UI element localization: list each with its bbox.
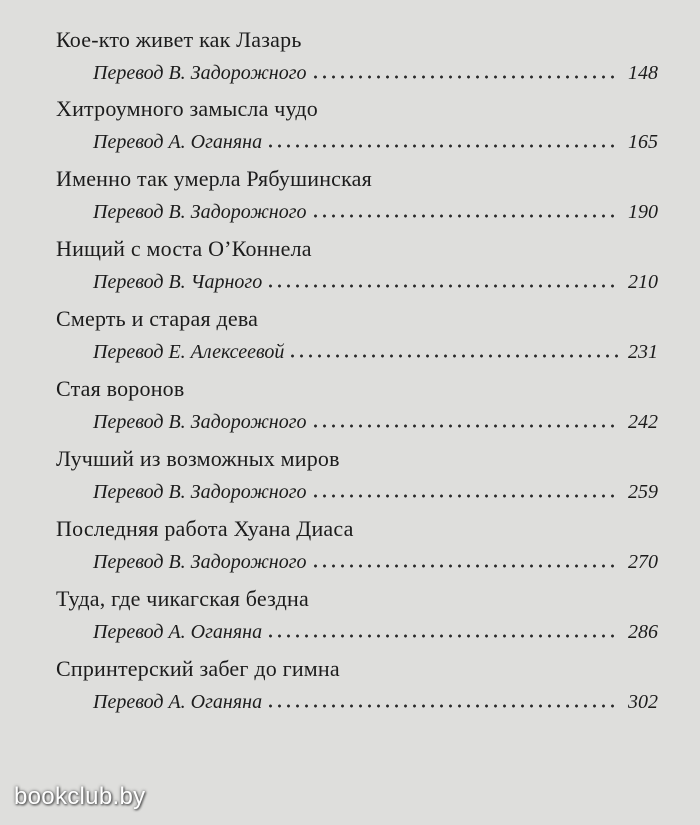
dot-leader (311, 423, 620, 429)
toc-entry (0, 26, 700, 96)
entry-details (93, 268, 658, 296)
dot-leader (311, 74, 620, 80)
entry-translator: Перевод А. Оганяна (93, 691, 263, 713)
entry-page-number: 259 (628, 481, 658, 503)
toc-entry (0, 655, 700, 725)
entry-title: Именно так умерла Рябушинская (56, 166, 372, 191)
entry-translator: Перевод В. Задорожного (93, 481, 307, 503)
entry-title: Последняя работа Хуана Диаса (56, 516, 354, 541)
entry-title: Стая воронов (56, 376, 185, 401)
entry-page-number: 165 (628, 131, 658, 153)
entry-details (93, 688, 658, 716)
entry-translator: Перевод А. Оганяна (93, 131, 263, 153)
dot-leader (266, 703, 620, 709)
entry-page-number: 190 (628, 201, 658, 223)
dot-leader (266, 143, 620, 149)
toc-entry (0, 585, 700, 655)
entry-page-number: 302 (628, 691, 658, 713)
entry-title: Хитроумного замысла чудо (56, 96, 318, 121)
entry-page-number: 242 (628, 411, 658, 433)
entry-page-number: 270 (628, 551, 658, 573)
toc-entry (0, 445, 700, 515)
toc-entry (0, 235, 700, 305)
watermark: bookclub.by (14, 783, 146, 810)
toc-entry (0, 375, 700, 445)
entry-details (93, 548, 658, 576)
toc-entry (0, 95, 700, 165)
entry-page-number: 286 (628, 621, 658, 643)
entry-title: Туда, где чикагская бездна (56, 586, 309, 611)
entry-page-number: 210 (628, 271, 658, 293)
dot-leader (266, 283, 620, 289)
entry-page-number: 148 (628, 62, 658, 84)
toc-entry (0, 165, 700, 235)
toc-entry (0, 305, 700, 375)
entry-translator: Перевод В. Чарного (93, 271, 263, 293)
entry-translator: Перевод В. Задорожного (93, 551, 307, 573)
entry-details (93, 478, 658, 506)
dot-leader (311, 563, 620, 569)
entry-title: Нищий с моста О’Коннела (56, 236, 312, 261)
entry-translator: Перевод А. Оганяна (93, 621, 263, 643)
dot-leader (311, 213, 620, 219)
dot-leader (266, 633, 620, 639)
entry-title: Лучший из возможных миров (56, 446, 340, 471)
entry-details (93, 338, 658, 366)
entry-details (93, 408, 658, 436)
entry-page-number: 231 (628, 341, 658, 363)
toc-entry (0, 515, 700, 585)
dot-leader (288, 353, 620, 359)
entry-translator: Перевод В. Задорожного (93, 201, 307, 223)
dot-leader (311, 493, 620, 499)
entry-translator: Перевод В. Задорожного (93, 62, 307, 84)
entry-title: Спринтерский забег до гимна (56, 656, 340, 681)
entry-translator: Перевод Е. Алексеевой (93, 341, 285, 363)
entry-title: Кое-кто живет как Лазарь (56, 27, 302, 52)
entry-details (93, 59, 658, 87)
entry-translator: Перевод В. Задорожного (93, 411, 307, 433)
entry-details (93, 198, 658, 226)
entry-details (93, 618, 658, 646)
entry-title: Смерть и старая дева (56, 306, 259, 331)
entry-details (93, 128, 658, 156)
